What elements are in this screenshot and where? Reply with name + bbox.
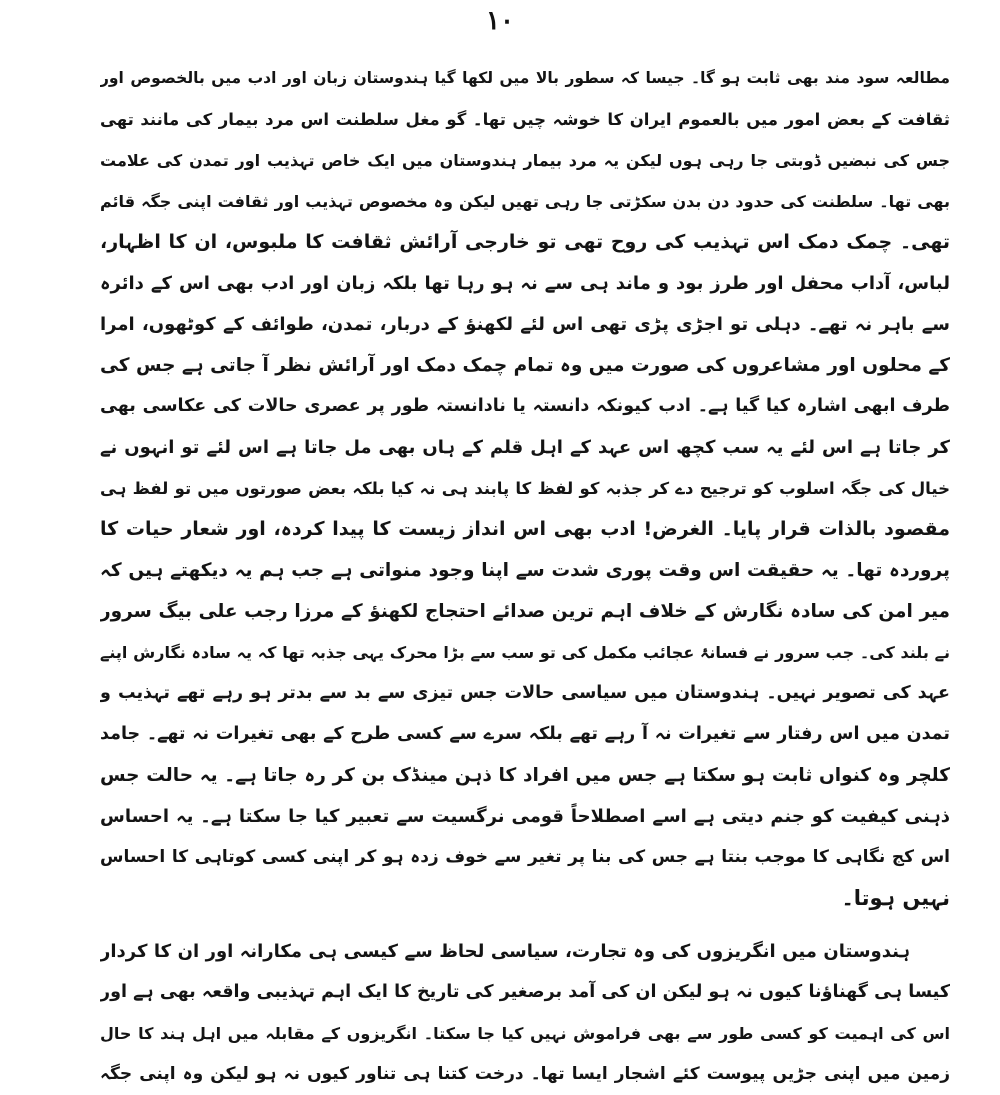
text-line: اس کی اہمیت کو کسی طور سے بھی فراموش نہیں کیا جا سکتا۔ انگریزوں کے مقابلہ میں اہل ہند کا حال bbox=[100, 1024, 950, 1043]
text-line: ثقافت کے بعض امور میں بالعموم ایران کا خوشہ چیں تھا۔ گو مغل سلطنت اس مرد بیمار کی مانند تھی bbox=[100, 110, 950, 129]
text-line: کر جاتا ہے اس لئے یہ سب کچھ اس عہد کے اہل قلم کے ہاں بھی مل جاتا ہے اس لئے تو انہوں نے bbox=[100, 437, 950, 458]
text-line: تمدن میں اس رفتار سے تغیرات نہ آ رہے تھے بلکہ سرے سے کسی طرح کے بھی تغیرات نہ تھے۔ جامد bbox=[100, 724, 950, 744]
text-line: ذہنی کیفیت کو جنم دیتی ہے اسے اصطلاحاً قومی نرگسیت سے تعبیر کیا جا سکتا ہے۔ یہ احساس bbox=[100, 806, 950, 827]
text-line: سے باہر نہ تھے۔ دہلی تو اجڑی پڑی تھی اس لئے لکھنؤ کے دربار، تمدن، طوائف کے کوٹھوں، امرا bbox=[100, 314, 950, 335]
text-line: زمین میں اپنی جڑیں پیوست کئے اشجار ایسا تھا۔ درخت کتنا ہی تناور کیوں نہ ہو لیکن وہ اپنی جگہ bbox=[100, 1064, 950, 1084]
text-line: میر امن کی سادہ نگارش کے خلاف اہم ترین صدائے احتجاج لکھنؤ کے مرزا رجب علی بیگ سرور bbox=[100, 601, 950, 622]
text-line-last: نہیں ہوتا۔ bbox=[841, 886, 950, 910]
text-line: کلچر وہ کنواں ثابت ہو سکتا ہے جس میں افراد کا ذہن مینڈک بن کر رہ جاتا ہے۔ یہ حالت جس bbox=[100, 765, 950, 786]
text-line: خیال کی جگہ اسلوب کو ترجیح دے کر جذبہ کو لفظ کا پابند ہی نہ کیا بلکہ بعض صورتوں میں تو لفظ ہی bbox=[100, 479, 950, 498]
text-line: اس کج نگاہی کا موجب بنتا ہے جس کی بنا پر تغیر سے خوف زدہ ہو کر اپنی کسی کوتاہی کا احساس bbox=[100, 847, 950, 867]
paragraph-2 bbox=[100, 931, 950, 1095]
page-number: ۱۰ bbox=[486, 6, 514, 36]
text-line: پروردہ تھا۔ یہ حقیقت اس وقت پوری شدت سے اپنا وجود منواتی ہے جب ہم یہ دیکھتے ہیں کہ bbox=[100, 560, 950, 581]
text-line: مطالعہ سود مند بھی ثابت ہو گا۔ جیسا کہ سطور بالا میں لکھا گیا ہندوستان زبان اور ادب میں بالخصوص اور bbox=[100, 69, 950, 87]
text-line: بھی تھا۔ سلطنت کی حدود دن بدن سکڑتی جا رہی تھیں لیکن وہ مخصوص تہذیب اور ثقافت اپنی جگہ قائم bbox=[100, 192, 950, 211]
text-line: جس کی نبضیں ڈوبتی جا رہی ہوں لیکن یہ مرد بیمار ہندوستان میں ایک خاص تہذیب اور تمدن کی علامت bbox=[100, 151, 950, 170]
text-line: کے محلوں اور مشاعروں کی صورت میں وہ تمام چمک دمک اور آرائش نظر آ جاتی ہے جس کی bbox=[100, 355, 950, 376]
body-text bbox=[100, 58, 950, 1095]
text-line: عہد کی تصویر نہیں۔ ہندوستان میں سیاسی حالات جس تیزی سے بد سے بدتر ہو رہے تھے تہذیب و bbox=[100, 683, 950, 703]
text-line: طرف ابھی اشارہ کیا گیا ہے۔ ادب کیونکہ دانستہ یا نادانستہ طور پر عصری حالات کی عکاسی بھی bbox=[100, 396, 950, 416]
text-line: مقصود بالذات قرار پایا۔ الغرض! ادب بھی اس انداز زیست کا پیدا کردہ، اور شعار حیات کا bbox=[100, 518, 950, 540]
text-line: ہندوستان میں انگریزوں کی وہ تجارت، سیاسی لحاظ سے کیسی ہی مکارانہ اور ان کا کردار bbox=[100, 941, 910, 962]
paragraph-1 bbox=[100, 58, 950, 919]
text-line: لباس، آداب محفل اور طرز بود و ماند ہی سے نہ ہو رہا تھا بلکہ زبان اور ادب بھی اس کے دائرہ bbox=[100, 273, 950, 294]
text-line: نے بلند کی۔ جب سرور نے فسانۂ عجائب مکمل کی تو سب سے بڑا محرک یہی جذبہ تھا کہ یہ سادہ نگارش اپنے bbox=[100, 643, 950, 662]
paragraph-gap bbox=[100, 919, 950, 931]
text-line: تھی۔ چمک دمک اس تہذیب کی روح تھی تو خارجی آرائش ثقافت کا ملبوس، ان کا اظہار، bbox=[100, 231, 950, 253]
text-line: کیسا ہی گھناؤنا کیوں نہ ہو لیکن ان کی آمد برصغیر کی تاریخ کا ایک اہم تہذیبی واقعہ بھی ہے اور bbox=[100, 982, 950, 1002]
